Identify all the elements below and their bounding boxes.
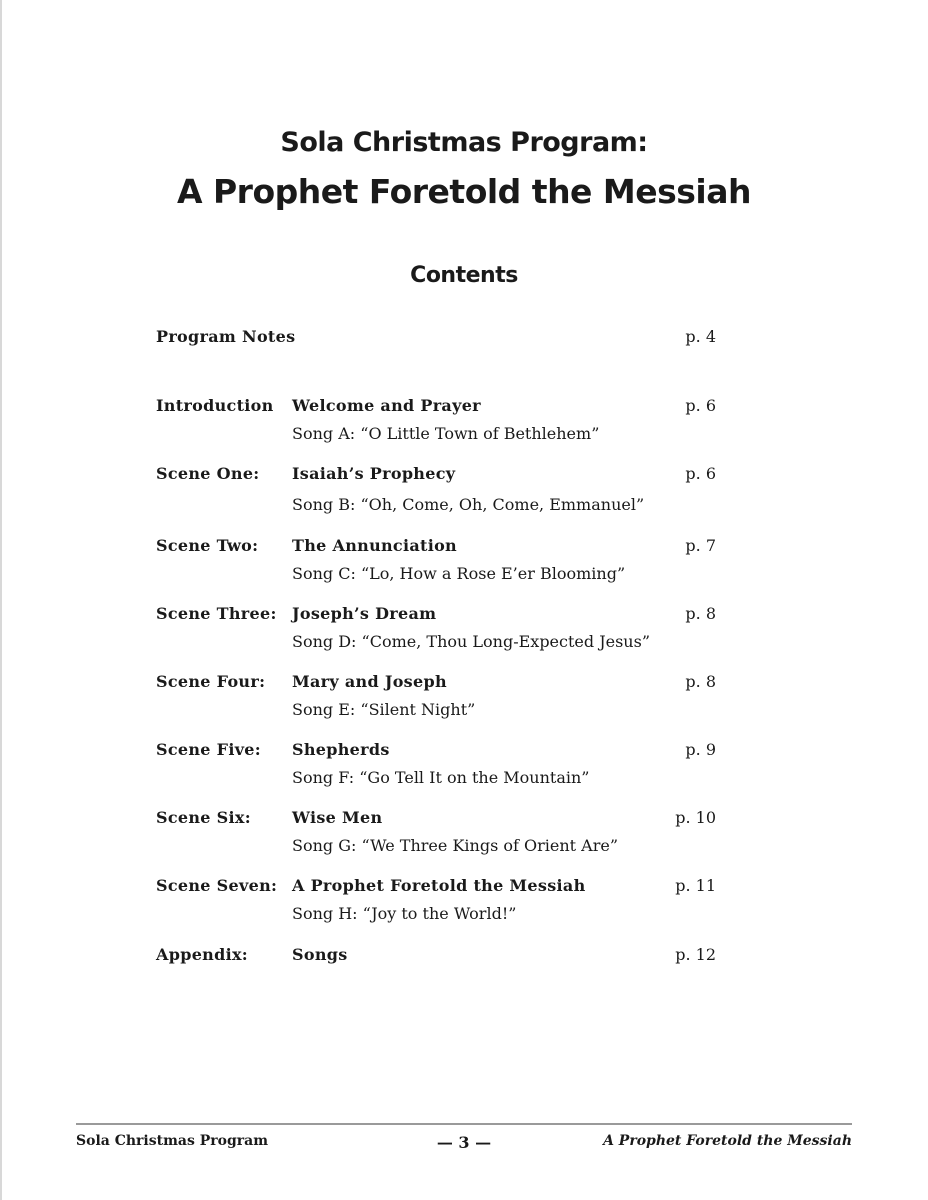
toc-entry-heading: The Annunciation	[292, 536, 457, 555]
toc-entry-page: p. 6	[685, 396, 716, 415]
program-title: Sola Christmas Program:	[280, 127, 648, 158]
toc-entry-heading: Wise Men	[292, 808, 383, 827]
toc-entry-song: Song B: “Oh, Come, Oh, Come, Emmanuel”	[292, 495, 645, 514]
toc-entry-label: Scene Two:	[156, 536, 259, 555]
toc-entry-page: p. 8	[685, 672, 716, 691]
toc-entry-page: p. 12	[675, 945, 716, 964]
toc-entry-song: Song H: “Joy to the World!”	[292, 904, 517, 923]
toc-entry-scene-two	[0, 536, 928, 592]
toc-entry-appendix	[0, 945, 928, 1001]
toc-entry-scene-seven	[0, 876, 928, 932]
toc-entry-heading: Welcome and Prayer	[292, 396, 481, 415]
toc-entry-introduction	[0, 396, 928, 452]
toc-entry-label: Scene Five:	[156, 740, 261, 759]
toc-entry-heading: Shepherds	[292, 740, 390, 759]
toc-entry-scene-one	[0, 464, 928, 520]
toc-entry-label: Scene Seven:	[156, 876, 278, 895]
toc-entry-label: Scene One:	[156, 464, 260, 483]
toc-entry-scene-five	[0, 740, 928, 796]
toc-entry-page: p. 11	[675, 876, 716, 895]
toc-entry-heading: A Prophet Foretold the Messiah	[292, 876, 586, 895]
toc-entry-heading: Isaiah’s Prophecy	[292, 464, 456, 483]
toc-entry-heading: Joseph’s Dream	[292, 604, 437, 623]
toc-entry-heading: Songs	[292, 945, 348, 964]
toc-entry-page: p. 10	[675, 808, 716, 827]
toc-entry-scene-three	[0, 604, 928, 660]
program-subtitle: A Prophet Foretold the Messiah	[176, 172, 752, 211]
toc-entry-scene-four	[0, 672, 928, 728]
toc-entry-page: p. 4	[685, 327, 716, 346]
toc-entry-label: Scene Three:	[156, 604, 277, 623]
contents-heading: Contents	[410, 263, 518, 288]
toc-entry-label: Appendix:	[156, 945, 249, 964]
toc-entry-page: p. 8	[685, 604, 716, 623]
toc-entry-page: p. 6	[685, 464, 716, 483]
toc-entry-scene-six	[0, 808, 928, 864]
toc-entry-program-notes	[0, 327, 928, 383]
toc-entry-song: Song G: “We Three Kings of Orient Are”	[292, 836, 619, 855]
footer-page-number: — 3 —	[436, 1133, 492, 1152]
footer-right-title: A Prophet Foretold the Messiah	[603, 1133, 852, 1149]
toc-entry-label: Scene Four:	[156, 672, 266, 691]
toc-entry-heading: Mary and Joseph	[292, 672, 447, 691]
toc-entry-song: Song F: “Go Tell It on the Mountain”	[292, 768, 590, 787]
footer-left-title: Sola Christmas Program	[76, 1133, 269, 1149]
footer-rule	[76, 1123, 852, 1125]
toc-entry-label: Scene Six:	[156, 808, 251, 827]
toc-entry-label: Introduction	[156, 396, 274, 415]
toc-entry-song: Song D: “Come, Thou Long-Expected Jesus”	[292, 632, 650, 651]
toc-entry-label: Program Notes	[156, 327, 296, 346]
toc-entry-page: p. 9	[685, 740, 716, 759]
toc-entry-page: p. 7	[685, 536, 716, 555]
toc-entry-song: Song A: “O Little Town of Bethlehem”	[292, 424, 600, 443]
toc-entry-song: Song C: “Lo, How a Rose E’er Blooming”	[292, 564, 626, 583]
toc-entry-song: Song E: “Silent Night”	[292, 700, 476, 719]
